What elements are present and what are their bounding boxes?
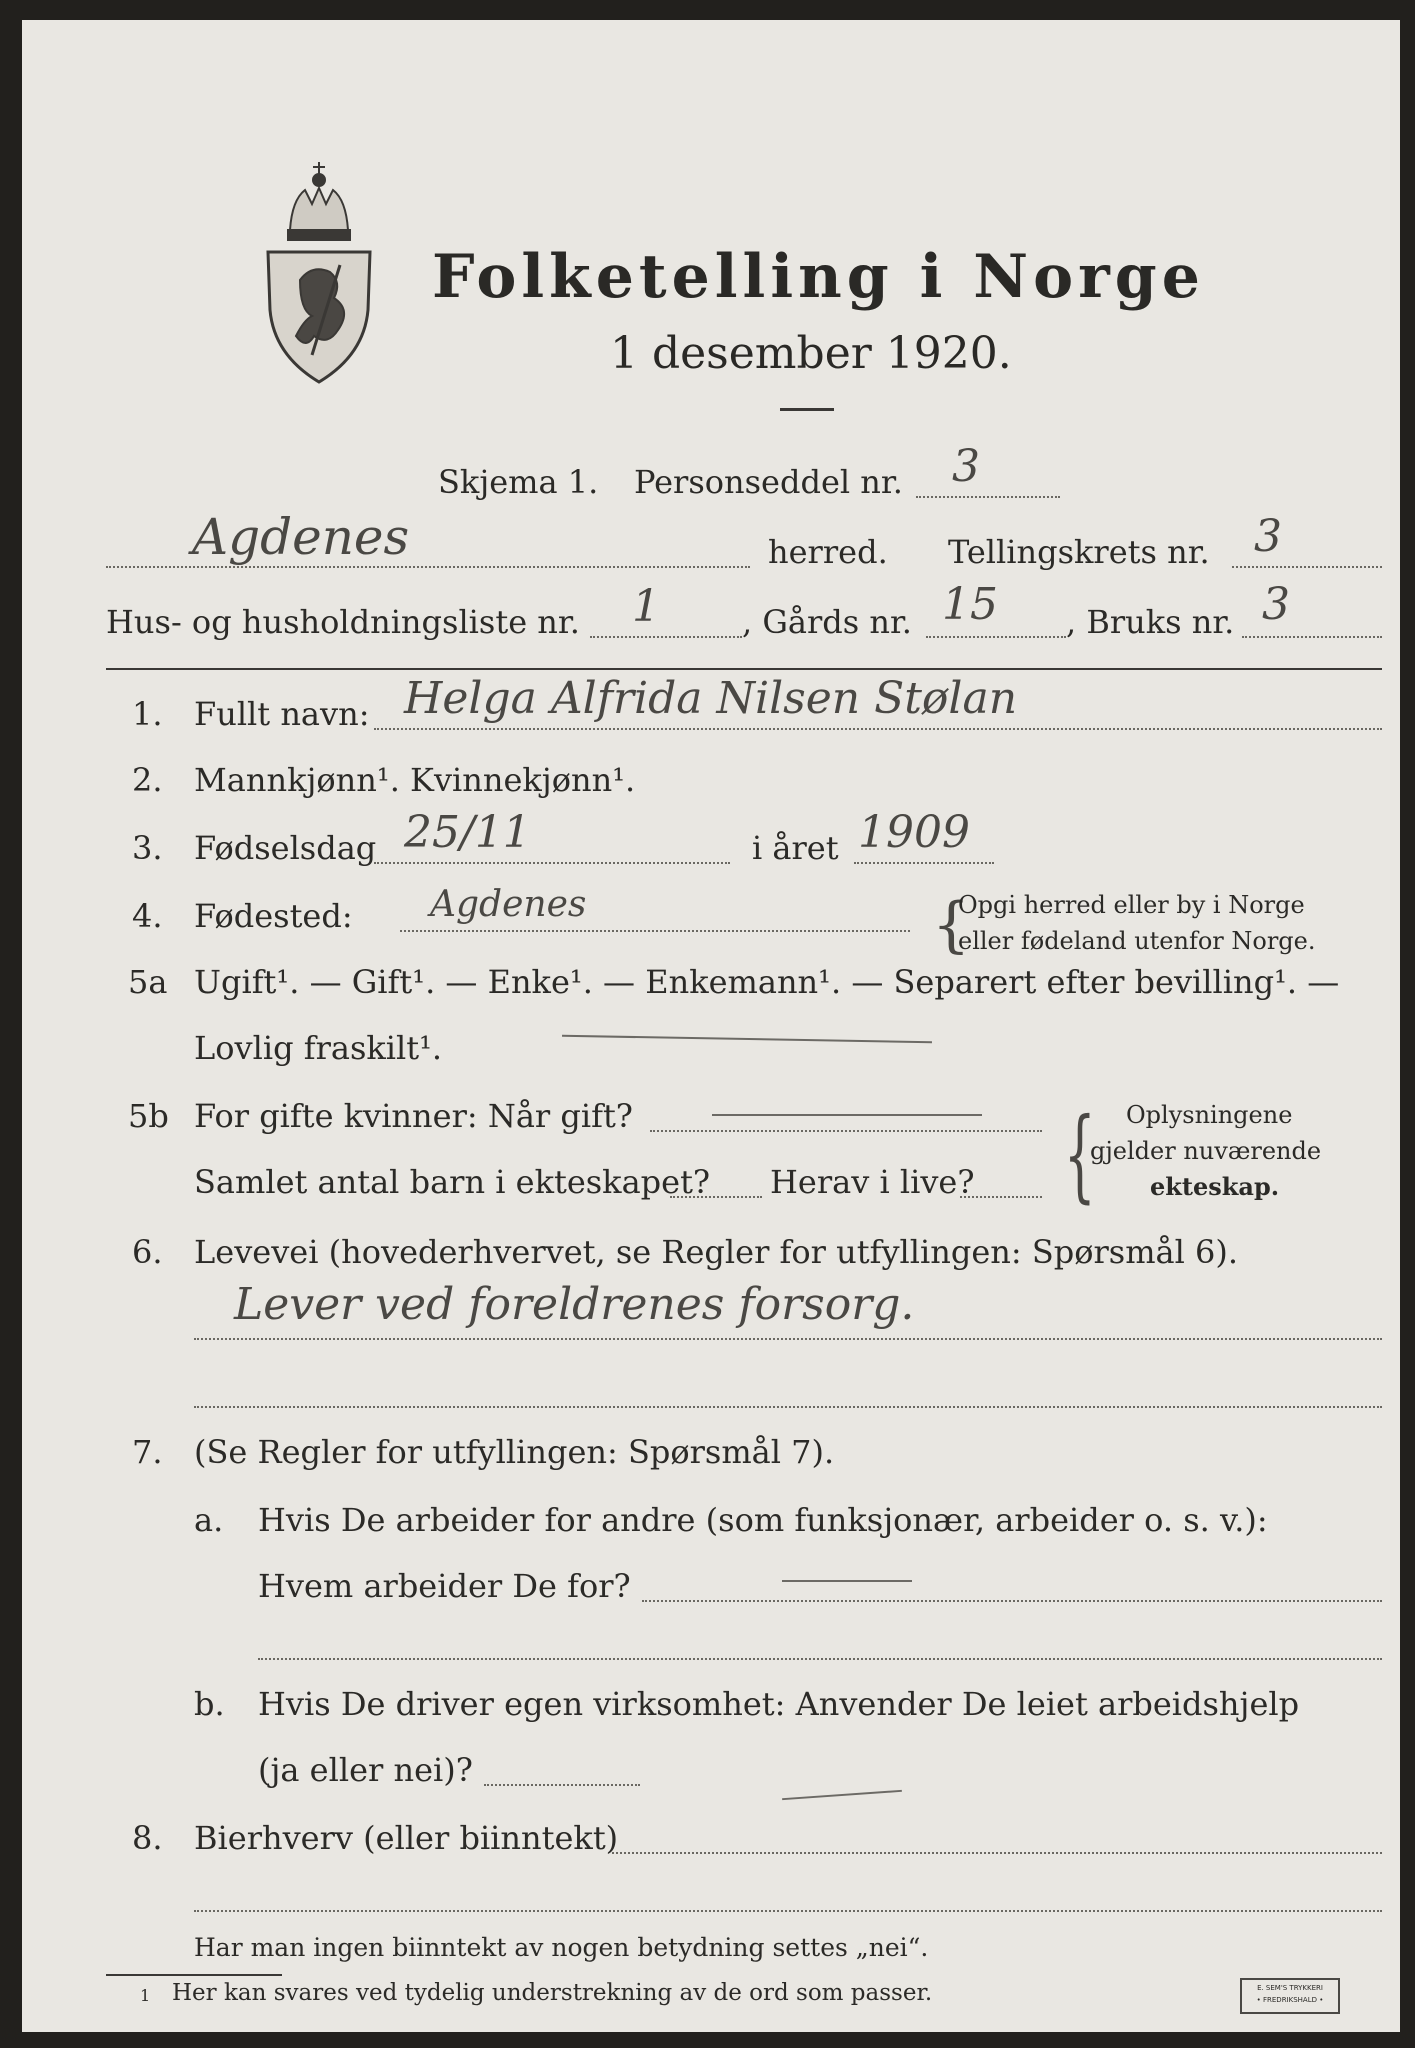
q8-cancel-stroke [782,1790,902,1800]
q5a-line2: Lovlig fraskilt¹. [194,1029,443,1067]
gards-label: , Gårds nr. [742,603,912,641]
form-title: Folketelling i Norge [432,242,1205,312]
q7-label: (Se Regler for utfyllingen: Spørsmål 7). [194,1433,835,1471]
hired-help-field[interactable] [484,1784,640,1786]
side-income-field-1[interactable] [612,1852,1382,1854]
q3-number: 3. [132,829,163,867]
q7a-letter: a. [194,1501,224,1539]
q8-label: Bierhverv (eller biinntekt) [194,1819,619,1857]
q5b-note-brace: { [1063,1096,1096,1213]
q7a-line1: Hvis De arbeider for andre (som funksjonær, arbeider o. s. v.): [258,1501,1268,1539]
footnote-divider [106,1974,282,1976]
occupation-value: Lever ved foreldrenes forsorg. [234,1279,915,1330]
title-divider [780,408,834,411]
printer-stamp-line1: E. SEM'S TRYKKERI [1257,1984,1323,1992]
full-name-value: Helga Alfrida Nilsen Stølan [404,673,1018,724]
q5b-number: 5b [128,1097,169,1135]
occupation-field-2[interactable] [194,1406,1382,1408]
q1-number: 1. [132,695,163,733]
q7-number: 7. [132,1433,163,1471]
q2-number: 2. [132,761,163,799]
personseddel-label: Personseddel nr. [634,463,903,501]
bruks-label: , Bruks nr. [1066,603,1235,641]
gards-value: 15 [942,579,998,630]
q2-label: Mannkjønn¹. Kvinnekjønn¹. [194,761,636,799]
tellingskrets-field[interactable] [1232,566,1382,568]
bruks-field[interactable] [1242,636,1382,638]
q8-note: Har man ingen biinntekt av nogen betydning settes „nei“. [194,1933,929,1962]
footnote-text: Her kan svares ved tydelig understrekning av de ord som passer. [172,1980,933,2006]
q1-label: Fullt navn: [194,695,370,733]
header-rule [106,668,1382,670]
q5b-married-label: For gifte kvinner: Når gift? [194,1097,633,1135]
bruks-value: 3 [1262,579,1290,630]
side-income-field-2[interactable] [194,1910,1382,1912]
q7a-line2: Hvem arbeider De for? [258,1567,631,1605]
census-date: 1 desember 1920. [610,328,1012,379]
herred-field[interactable] [106,566,750,568]
hus-field[interactable] [590,636,742,638]
q4-note-line1: Opgi herred eller by i Norge [958,891,1305,919]
children-alive-field[interactable] [960,1196,1042,1198]
q5b-children-label: Samlet antal barn i ekteskapet? [194,1163,711,1201]
q3-label: Fødselsdag [194,829,377,867]
birthday-value: 25/11 [404,807,531,858]
q7b-letter: b. [194,1685,225,1723]
q5b-note-line2: gjelder nuværende [1090,1137,1322,1165]
year-label: i året [752,829,839,867]
q6-label: Levevei (hovederhvervet, se Regler for utfyllingen: Spørsmål 6). [194,1233,1239,1271]
occupation-field-1[interactable] [194,1338,1382,1340]
q5a-cancel-stroke [562,1035,932,1043]
printer-stamp-line2: • FREDRIKSHALD • [1256,1996,1324,2004]
q5b-alive-label: Herav i live? [770,1163,975,1201]
q4-note-brace: { [932,890,971,960]
employer-field-2[interactable] [258,1658,1382,1660]
coat-of-arms-icon [260,160,378,385]
birthplace-field[interactable] [400,930,910,932]
personseddel-field[interactable] [916,496,1060,498]
hus-value: 1 [632,581,660,632]
printer-stamp [1240,1978,1340,2014]
q6-number: 6. [132,1233,163,1271]
employer-field-1[interactable] [642,1600,1382,1602]
full-name-field[interactable] [374,728,1382,730]
q4-label: Fødested: [194,897,353,935]
married-when-field[interactable] [650,1130,1042,1132]
children-count-field[interactable] [670,1196,762,1198]
tellingskrets-value: 3 [1254,511,1282,562]
q4-number: 4. [132,897,163,935]
q7b-line1: Hvis De driver egen virksomhet: Anvender De leiet arbeidshjelp [258,1685,1300,1723]
hus-label: Hus- og husholdningsliste nr. [106,603,580,641]
q4-note-line2: eller fødeland utenfor Norge. [958,927,1316,955]
tellingskrets-label: Tellingskrets nr. [948,533,1210,571]
birth-year-value: 1909 [858,807,970,858]
herred-value: Agdenes [192,508,410,566]
q5a-number: 5a [128,963,168,1001]
q7a-cancel-stroke [782,1580,912,1582]
q5b-note-line3: ekteskap. [1150,1172,1280,1201]
skjema-label: Skjema 1. [438,463,599,501]
birth-year-field[interactable] [854,862,994,864]
q8-number: 8. [132,1819,163,1857]
q5a-line1: Ugift¹. — Gift¹. — Enke¹. — Enkemann¹. — Separert efter bevilling¹. — [194,963,1340,1001]
q7b-line2: (ja eller nei)? [258,1751,473,1789]
gards-field[interactable] [926,636,1066,638]
census-form [22,20,1400,2032]
birthplace-value: Agdenes [430,884,587,925]
birthday-field[interactable] [374,862,730,864]
footnote-mark: 1 [140,1986,151,2005]
q5b-cancel-stroke [712,1114,982,1116]
q5b-note-line1: Oplysningene [1126,1101,1293,1129]
herred-label: herred. [768,533,888,571]
personseddel-value: 3 [952,441,980,492]
